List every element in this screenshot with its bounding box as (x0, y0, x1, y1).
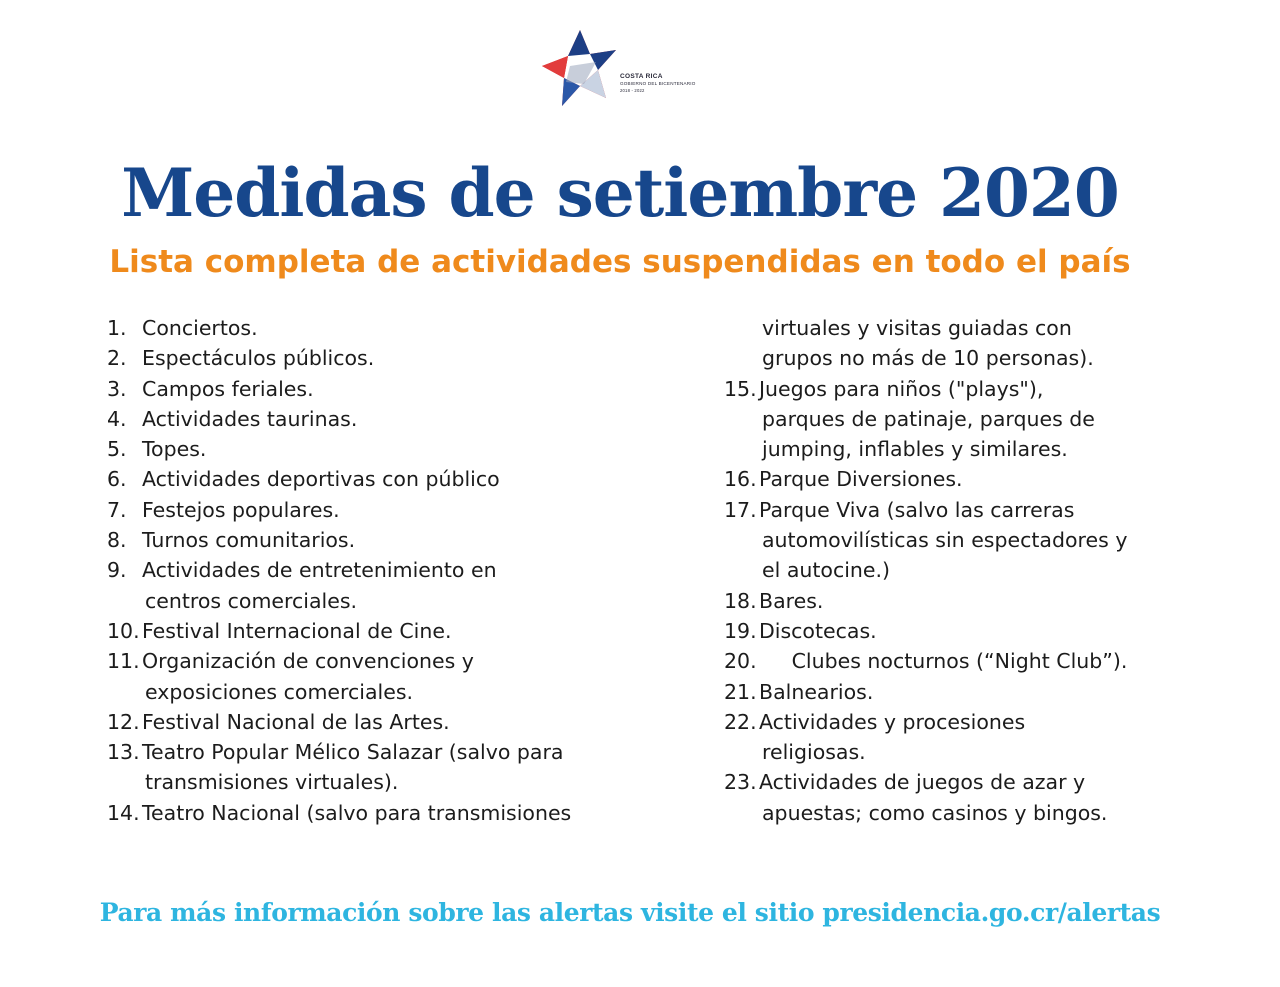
list-item (107, 404, 667, 434)
list-item-line (107, 374, 667, 404)
list-item-number: 17. (724, 497, 757, 522)
list-item-number: 1. (107, 316, 127, 340)
list-item (724, 767, 1269, 828)
list-item (724, 677, 1269, 707)
logo-text (620, 73, 696, 94)
left-column-list (107, 313, 667, 828)
list-item-line (107, 646, 667, 676)
list-item-text: Actividades taurinas. (142, 406, 358, 431)
list-item-number: 23. (724, 770, 757, 795)
list-item-text: Bares. (759, 588, 824, 613)
list-item-line (107, 798, 667, 828)
list-item-line (107, 343, 667, 373)
list-item-line (724, 495, 1269, 525)
list-item-text: Festival Internacional de Cine. (142, 618, 452, 643)
list-item-line (107, 555, 667, 585)
list-item-continuation: virtuales y visitas guiadas con (762, 316, 1072, 340)
list-item (107, 495, 667, 525)
gobierno-logo (540, 26, 710, 108)
list-item-line (107, 313, 667, 343)
list-item-number: 13. (107, 740, 140, 765)
list-item-number: 6. (107, 467, 127, 492)
list-item-line (724, 707, 1269, 737)
list-item-continuation: centros comerciales. (145, 588, 358, 613)
list-item (724, 374, 1269, 465)
list-item-number: 20. (724, 649, 757, 674)
list-item-text: Conciertos. (142, 316, 258, 340)
list-item-line (107, 707, 667, 737)
list-item-continuation: religiosas. (762, 740, 866, 765)
list-item-number: 5. (107, 437, 127, 462)
list-item-number: 2. (107, 346, 127, 371)
list-item-line (724, 464, 1269, 494)
list-item-text: Juegos para niños ("plays"), (759, 376, 1044, 401)
list-item (724, 586, 1269, 616)
list-item-continuation: automovilísticas sin espectadores y (762, 528, 1128, 553)
page-title: Medidas de setiembre 2020 (121, 154, 1119, 232)
list-item-text: Campos feriales. (142, 376, 314, 401)
list-item (724, 495, 1269, 586)
list-item-line (724, 767, 1269, 797)
list-item-number: 8. (107, 528, 127, 553)
list-item-text: Teatro Popular Mélico Salazar (salvo para (142, 740, 564, 765)
list-item-number: 7. (107, 497, 127, 522)
list-item-continuation: transmisiones virtuales). (145, 770, 399, 795)
list-item-text: Parque Diversiones. (759, 467, 963, 492)
list-item (107, 464, 667, 494)
list-item (107, 798, 667, 828)
list-item-line (724, 586, 1269, 616)
list-item-text: Festival Nacional de las Artes. (142, 709, 450, 734)
list-item-continuation: apuestas; como casinos y bingos. (762, 800, 1108, 825)
list-item-text: Clubes nocturnos (“Night Club”). (759, 649, 1128, 674)
list-item-number: 19. (724, 618, 757, 643)
list-item (724, 464, 1269, 494)
list-item-continuation: exposiciones comerciales. (145, 679, 414, 704)
list-item-line (724, 646, 1269, 676)
list-item (107, 374, 667, 404)
list-item-text: Actividades de entretenimiento en (142, 558, 497, 583)
list-item-text: Discotecas. (759, 618, 877, 643)
list-item-continuation: el autocine.) (762, 558, 891, 583)
list-item (724, 646, 1269, 676)
list-item-text: Actividades deportivas con público (142, 467, 500, 492)
list-item-line (107, 404, 667, 434)
list-item-number: 4. (107, 406, 127, 431)
list-item-text: Turnos comunitarios. (142, 528, 356, 553)
list-item-line (107, 525, 667, 555)
list-item-continuation: parques de patinaje, parques de (762, 406, 1095, 431)
list-item-continuation: jumping, inflables y similares. (762, 437, 1068, 462)
list-item-line (724, 677, 1269, 707)
list-item-number: 21. (724, 679, 757, 704)
logo-line-country: COSTA RICA (620, 73, 663, 80)
list-item (107, 646, 667, 707)
list-item-line (107, 434, 667, 464)
list-item-number: 11. (107, 649, 140, 674)
list-item-line (107, 464, 667, 494)
list-item-text: Topes. (142, 437, 207, 462)
list-item-number: 18. (724, 588, 757, 613)
list-item-text: Balnearios. (759, 679, 874, 704)
list-item-number: 9. (107, 558, 127, 583)
list-item (107, 707, 667, 737)
list-item-line (107, 495, 667, 525)
list-item-number: 12. (107, 709, 140, 734)
right-column-list (724, 313, 1269, 828)
list-item-continuation: grupos no más de 10 personas). (762, 346, 1094, 371)
list-item (107, 525, 667, 555)
list-item (107, 313, 667, 343)
list-item-text: Teatro Nacional (salvo para transmisiones (142, 800, 572, 825)
list-item-number: 10. (107, 618, 140, 643)
list-item-text: Actividades y procesiones (759, 709, 1026, 734)
list-item-line (724, 374, 1269, 404)
list-item-line (724, 616, 1269, 646)
list-item-number: 3. (107, 376, 127, 401)
page-subtitle: Lista completa de actividades suspendidas en todo el país (109, 244, 1131, 280)
logo-line-years: 2018 - 2022 (620, 88, 645, 93)
list-item-line (107, 616, 667, 646)
list-item (107, 434, 667, 464)
list-item (724, 707, 1269, 768)
footer-info: Para más información sobre las alertas visite el sitio presidencia.go.cr/alertas (99, 898, 1161, 927)
list-item (724, 616, 1269, 646)
list-item (724, 313, 1269, 374)
list-item-line (107, 737, 667, 767)
list-item-text: Festejos populares. (142, 497, 340, 522)
list-item-number: 14. (107, 800, 140, 825)
star-emblem-icon (540, 26, 620, 108)
list-item-text: Organización de convenciones y (142, 649, 474, 674)
list-item-text: Actividades de juegos de azar y (759, 770, 1086, 795)
list-item (107, 616, 667, 646)
list-item-number: 22. (724, 709, 757, 734)
list-item (107, 343, 667, 373)
list-item (107, 737, 667, 798)
list-item-text: Parque Viva (salvo las carreras (759, 497, 1075, 522)
logo-line-government: GOBIERNO DEL BICENTENARIO (620, 81, 696, 86)
list-item-number: 16. (724, 467, 757, 492)
list-item-text: Espectáculos públicos. (142, 346, 375, 371)
list-item-number: 15. (724, 376, 757, 401)
list-item (107, 555, 667, 616)
